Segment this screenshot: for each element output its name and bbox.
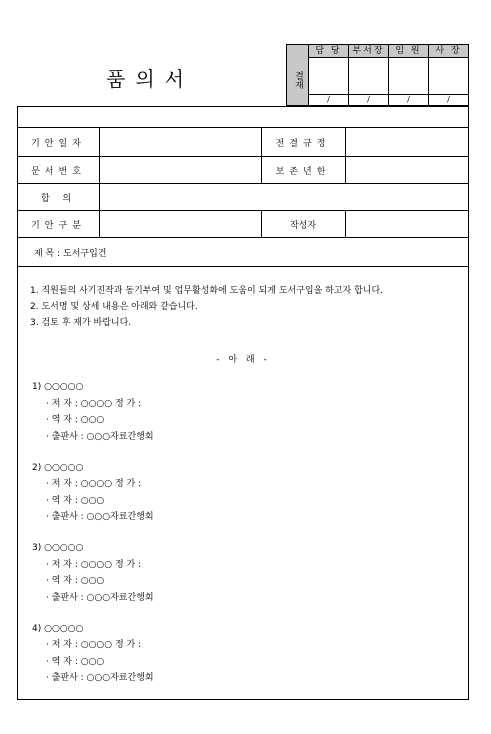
- row-divider: [18, 266, 468, 267]
- writer-field[interactable]: [346, 211, 468, 236]
- book-publisher: · 출판사 : ○○○자료간행회: [46, 592, 154, 603]
- book-title: 1) ○○○○○: [32, 382, 84, 392]
- approval-signature-cells: [309, 57, 468, 95]
- book-author: · 저 자 : ○○○○ 정 가 :: [46, 398, 142, 409]
- book-list: [32, 379, 154, 701]
- rule-label: 전결규정: [275, 139, 331, 149]
- approval-side-label: 결재: [287, 45, 309, 105]
- approval-date-cell[interactable]: /: [309, 95, 349, 105]
- writer-label: 작성자: [289, 221, 317, 231]
- subject-line: 제 목 : 도서구입건: [34, 249, 107, 259]
- book-translator: · 역 자 : ○○○: [46, 415, 105, 425]
- document-title: 품의서: [106, 67, 194, 91]
- approval-date-row: [309, 94, 468, 105]
- book-translator: · 역 자 : ○○○: [46, 656, 105, 667]
- doc-number-field[interactable]: [100, 157, 260, 182]
- approval-header-cell: 담 당: [309, 45, 349, 57]
- approval-date-cell[interactable]: /: [447, 95, 450, 104]
- approval-date-cell[interactable]: /: [349, 95, 389, 105]
- row-divider: [18, 237, 468, 238]
- doc-number-label: 문서번호: [31, 167, 86, 177]
- draft-date-field[interactable]: [100, 128, 260, 155]
- book-item: [32, 540, 154, 606]
- book-publisher: · 출판사 : ○○○자료간행회: [46, 673, 154, 683]
- draft-dept-field[interactable]: [100, 211, 260, 236]
- approval-header-cell: 사 장: [435, 46, 462, 56]
- book-author: · 저 자 : ○○○○ 정 가 :: [46, 559, 142, 570]
- book-translator: · 역 자 : ○○○: [46, 576, 105, 586]
- body-line: 2. 도서명 및 상세 내용은 아래와 같습니다.: [30, 302, 198, 312]
- book-author: · 저 자 : ○○○○ 정 가 :: [46, 479, 142, 489]
- form-frame: [17, 106, 469, 700]
- approval-date-cell[interactable]: /: [389, 95, 429, 105]
- retention-field[interactable]: [346, 157, 468, 182]
- book-item: [32, 379, 154, 445]
- book-item: [32, 460, 154, 526]
- signature-cell[interactable]: [309, 57, 349, 95]
- book-title: 2) ○○○○○: [32, 462, 84, 473]
- approval-header-cell: 부서장: [349, 45, 389, 57]
- body-line: 3. 검토 후 재가 바랍니다.: [30, 318, 132, 328]
- book-item: [32, 621, 154, 687]
- signature-cell[interactable]: [429, 57, 468, 95]
- book-title: 4) ○○○○○: [32, 623, 84, 634]
- book-translator: · 역 자 : ○○○: [46, 495, 105, 506]
- rule-field[interactable]: [346, 128, 468, 155]
- body-line: 1. 직원들의 사기진작과 동기부여 및 업무활성화에 도움이 되게 도서구입을 하고자 합니다.: [30, 286, 384, 296]
- signature-cell[interactable]: [389, 57, 429, 95]
- draft-date-label: 기안일자: [31, 139, 86, 149]
- section-separator: - 아 래 -: [216, 355, 270, 365]
- book-author: · 저 자 : ○○○○ 정 가 :: [46, 640, 142, 650]
- agreement-label: 합 의: [40, 194, 77, 204]
- book-publisher: · 출판사 : ○○○자료간행회: [46, 512, 154, 522]
- retention-label: 보존년한: [275, 167, 331, 177]
- book-publisher: · 출판사 : ○○○자료간행회: [46, 431, 154, 442]
- approval-header-cell: 임 원: [389, 45, 429, 57]
- body-text: [30, 283, 383, 331]
- approval-box: [286, 44, 469, 106]
- agreement-field[interactable]: [100, 184, 468, 209]
- draft-dept-label: 기안구분: [31, 221, 86, 231]
- book-title: 3) ○○○○○: [32, 543, 84, 553]
- signature-cell[interactable]: [349, 57, 389, 95]
